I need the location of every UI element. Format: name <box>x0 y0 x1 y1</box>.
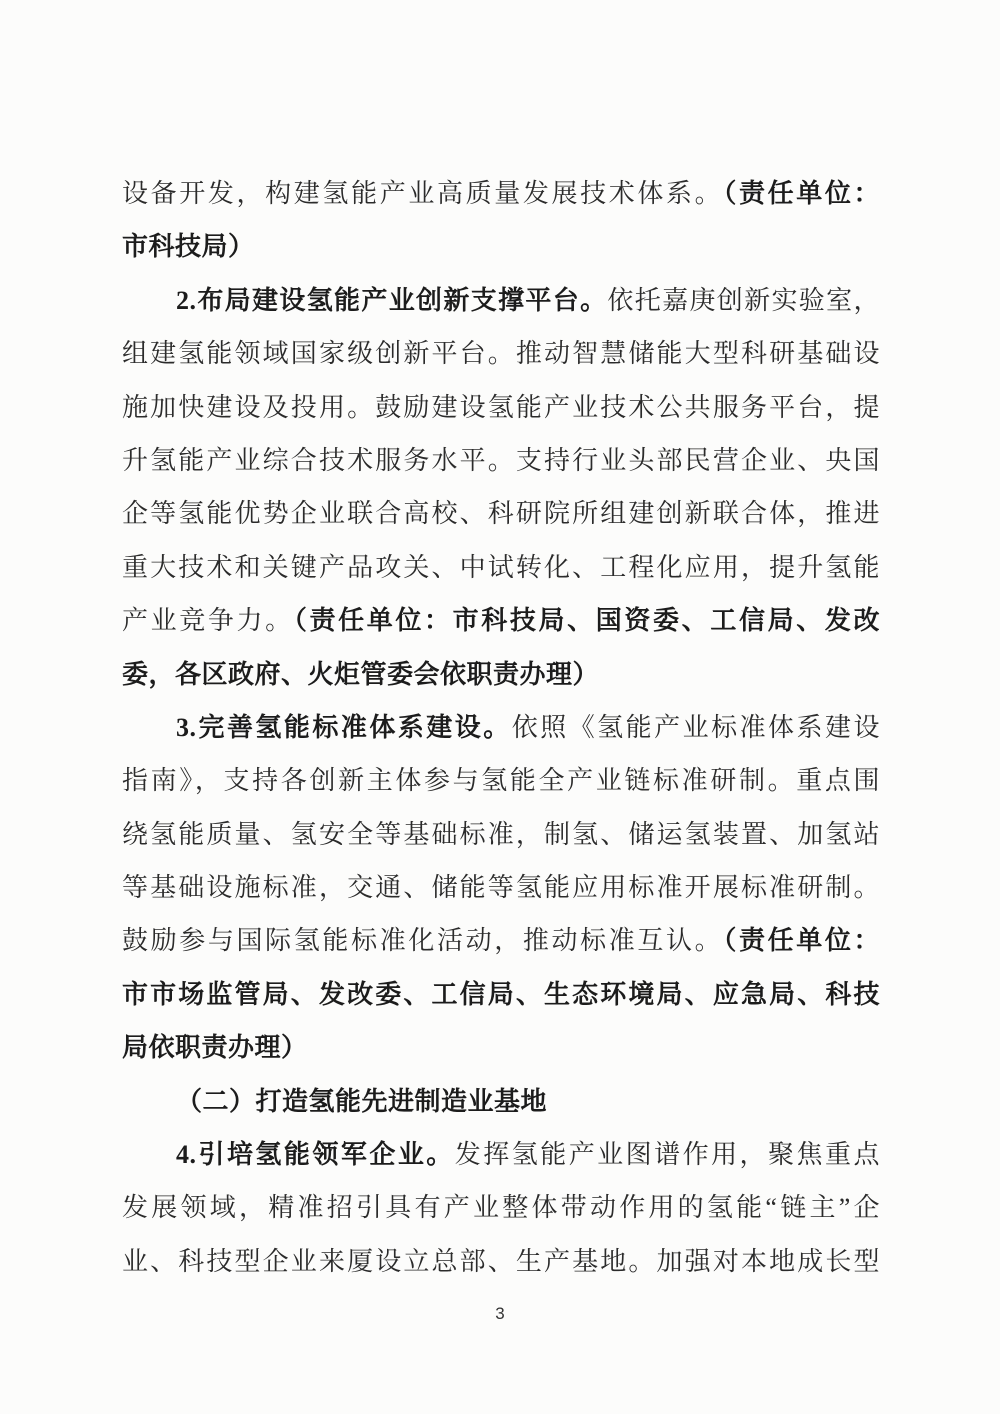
text-line <box>122 1075 880 1128</box>
emphasis-text-run: 委，各区政府、火炬管委会依职责办理） <box>122 659 600 689</box>
text-run: 施加快建设及投用。鼓励建设氢能产业技术公共服务平台，提 <box>122 392 880 422</box>
text-line <box>122 914 880 967</box>
text-run: 产业竞争力。 <box>122 606 294 636</box>
text-run: 升氢能产业综合技术服务水平。支持行业头部民营企业、央国 <box>122 445 880 475</box>
text-line <box>122 861 880 914</box>
text-run: 企等氢能优势企业联合高校、科研院所组建创新联合体，推进 <box>122 499 880 529</box>
text-run: 指南》，支持各创新主体参与氢能全产业链标准研制。重点围 <box>122 766 880 796</box>
text-run: 重大技术和关键产品攻关、中试转化、工程化应用，提升氢能 <box>122 552 880 582</box>
text-run: 等基础设施标准，交通、储能等氢能应用标准开展标准研制。 <box>122 873 880 903</box>
text-run: 设备开发，构建氢能产业高质量发展技术体系。 <box>122 179 724 208</box>
text-line <box>122 434 880 487</box>
emphasis-text-run: 市市场监管局、发改委、工信局、生态环境局、应急局、科技 <box>122 979 880 1009</box>
text-line <box>122 487 880 540</box>
text-run: 依托嘉庚创新实验室， <box>607 285 880 315</box>
text-line <box>122 327 880 380</box>
text-run: 绕氢能质量、氢安全等基础标准，制氢、储运氢装置、加氢站 <box>122 819 880 849</box>
text-line <box>122 754 880 807</box>
text-run: 组建氢能领域国家级创新平台。推动智慧储能大型科研基础设 <box>122 339 880 369</box>
text-line <box>122 167 880 220</box>
emphasis-text-run: （责任单位： <box>723 926 880 956</box>
text-line <box>122 648 880 701</box>
text-line <box>122 274 880 327</box>
text-line <box>122 220 880 273</box>
text-line <box>122 594 880 647</box>
text-line <box>122 1128 880 1181</box>
text-line <box>122 701 880 754</box>
text-run: 业、科技型企业来厦设立总部、生产基地。加强对本地成长型 <box>122 1246 880 1276</box>
text-run: 鼓励参与国际氢能标准化活动，推动标准互认。 <box>122 926 724 956</box>
emphasis-text-run: 3.完善氢能标准体系建设。 <box>176 712 512 742</box>
document-body <box>122 167 880 1288</box>
text-line <box>122 808 880 861</box>
emphasis-text-run: （责任单位：市科技局、国资委、工信局、发改 <box>293 606 880 636</box>
text-run: 发挥氢能产业图谱作用，聚焦重点 <box>454 1140 880 1170</box>
emphasis-text-run: 局依职责办理） <box>122 1033 308 1063</box>
emphasis-text-run: （责任单位： <box>723 179 880 208</box>
text-run: 依照《氢能产业标准体系建设 <box>511 712 880 742</box>
text-line <box>122 1021 880 1074</box>
page-number: 3 <box>495 1304 505 1323</box>
text-line <box>122 381 880 434</box>
text-line <box>122 541 880 594</box>
emphasis-text-run: 2.布局建设氢能产业创新支撑平台。 <box>176 285 608 315</box>
text-line <box>122 1181 880 1234</box>
emphasis-text-run: 4.引培氢能领军企业。 <box>176 1140 455 1170</box>
emphasis-text-run: 市科技局） <box>122 232 255 262</box>
emphasis-text-run: （二）打造氢能先进制造业基地 <box>176 1086 548 1116</box>
text-run: 发展领域，精准招引具有产业整体带动作用的氢能“链主”企 <box>122 1193 880 1223</box>
text-line <box>122 1235 880 1288</box>
text-line <box>122 968 880 1021</box>
